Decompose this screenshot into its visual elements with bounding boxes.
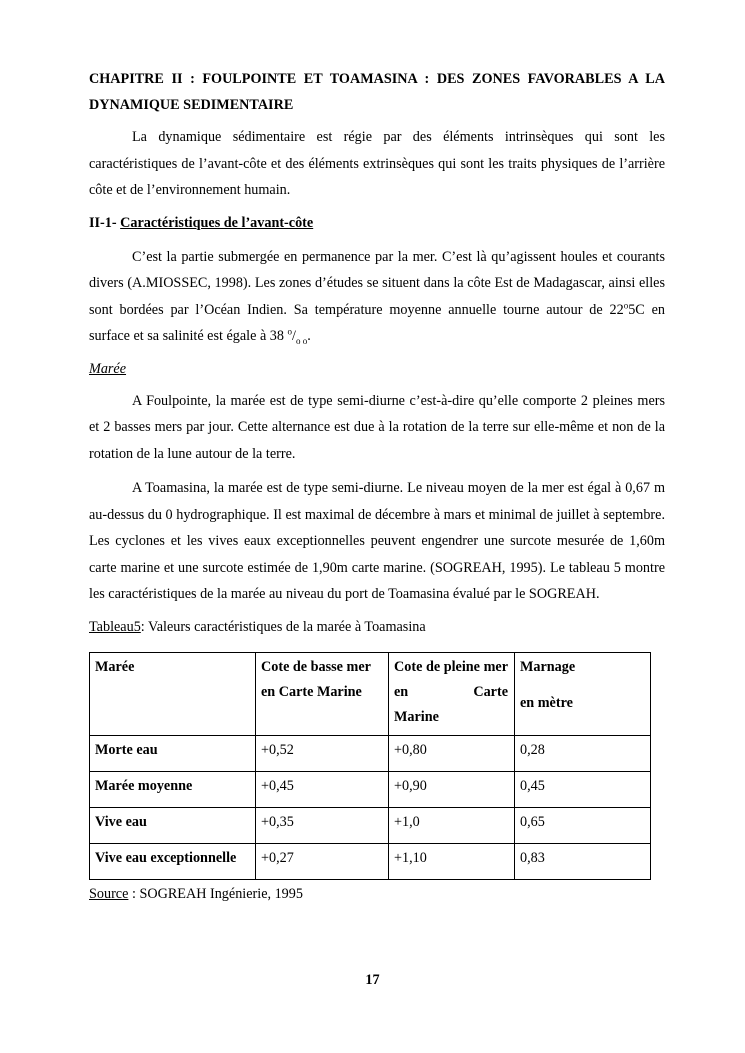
maree-heading: Marée bbox=[89, 360, 127, 377]
section-title: Caractéristiques de l’avant-côte bbox=[120, 214, 314, 231]
cell-pleine: +1,0 bbox=[389, 807, 515, 843]
cell-marnage: 0,83 bbox=[515, 843, 651, 879]
table-caption-text: : Valeurs caractéristiques de la marée à Toamasina bbox=[140, 618, 426, 635]
degree-sup: o bbox=[623, 299, 629, 310]
row-label: Vive eau exceptionnelle bbox=[90, 843, 256, 879]
header-cote-pleine-text: Cote de pleine mer en Carte bbox=[394, 658, 508, 700]
permil-sub: o o bbox=[296, 335, 308, 346]
header-marnage bbox=[515, 652, 651, 735]
tide-table bbox=[89, 652, 651, 880]
table-row bbox=[90, 843, 651, 879]
table-row bbox=[90, 807, 651, 843]
permil-slash: / bbox=[292, 328, 296, 344]
cell-basse: +0,52 bbox=[256, 735, 389, 771]
row-label: Marée moyenne bbox=[90, 771, 256, 807]
header-marnage-text: Marnage bbox=[520, 658, 576, 675]
header-maree: Marée bbox=[90, 652, 256, 735]
source-label: Source bbox=[89, 885, 129, 902]
temperature-rest: 5C en surface et sa salinité est égale à 38 bbox=[89, 301, 665, 344]
permil-sup: o bbox=[287, 326, 293, 337]
cell-marnage: 0,65 bbox=[515, 807, 651, 843]
cell-pleine: +0,80 bbox=[389, 735, 515, 771]
cell-basse: +0,27 bbox=[256, 843, 389, 879]
table-caption-label: Tableau5 bbox=[89, 618, 141, 635]
intro-paragraph: La dynamique sédimentaire est régie par des éléments intrinsèques qui sont les caractéristiques de l’avant-côte et des éléments extrinsèques qui sont les traits physiques de l’arrière côte et de l’environnement humain. bbox=[89, 129, 665, 198]
chapter-title: CHAPITRE II : FOULPOINTE ET TOAMASINA : DES ZONES FAVORABLES A LA DYNAMIQUE SEDIMENTAIRE bbox=[89, 71, 665, 113]
avant-cote-text: C’est la partie submergée en permanence par la mer. C’est là qu’agissent houles et courants divers (A.MIOSSEC, 1998). Les zones d’études se situent dans la côte Est de Madagascar, ainsi elles sont bordées par l’Océan Indien. Sa température moyenne annuelle tourne autour de 22 bbox=[89, 248, 665, 318]
header-cote-basse: Cote de basse mer en Carte Marine bbox=[256, 652, 389, 735]
cell-pleine: +1,10 bbox=[389, 843, 515, 879]
cell-basse: +0,45 bbox=[256, 771, 389, 807]
cell-pleine: +0,90 bbox=[389, 771, 515, 807]
table-header-row bbox=[90, 652, 651, 735]
toamasina-paragraph: A Toamasina, la marée est de type semi-diurne. Le niveau moyen de la mer est égal à 0,67 m au-dessus du 0 hydrographique. Il est maximal de décembre à mars et minimal de juillet à septembre. Les cyclones et les vives eaux exceptionnelles peuvent engendrer une surcote mesurée de 1,60m carte marine et une surcote estimée de 1,90m carte marine. (SOGREAH, 1995). Le tableau 5 montre les caractéristiques de la marée au niveau du port de Toamasina évalué par le SOGREAH. bbox=[89, 480, 665, 602]
header-marnage-unit: en mètre bbox=[520, 694, 573, 711]
sentence-end: . bbox=[307, 328, 311, 344]
table-row bbox=[90, 771, 651, 807]
cell-marnage: 0,28 bbox=[515, 735, 651, 771]
source-text: : SOGREAH Ingénierie, 1995 bbox=[128, 885, 303, 902]
row-label: Morte eau bbox=[90, 735, 256, 771]
table-caption bbox=[89, 616, 665, 638]
document-page bbox=[89, 66, 665, 905]
foulpointe-paragraph: A Foulpointe, la marée est de type semi-diurne c’est-à-dire qu’elle comporte 2 pleines mers et 2 basses mers par jour. Cette alternance est due à la rotation de la terre sur elle-même et non de la rotation de la lune autour de la terre. bbox=[89, 392, 665, 462]
section-heading bbox=[89, 212, 665, 234]
page-number: 17 bbox=[365, 972, 380, 988]
header-cote-pleine bbox=[389, 652, 515, 735]
row-label: Vive eau bbox=[90, 807, 256, 843]
header-cote-pleine-last: Marine bbox=[394, 708, 439, 725]
section-number: II-1- bbox=[89, 214, 121, 231]
cell-basse: +0,35 bbox=[256, 807, 389, 843]
cell-marnage: 0,45 bbox=[515, 771, 651, 807]
avant-cote-paragraph bbox=[89, 244, 665, 350]
table-row bbox=[90, 735, 651, 771]
table-source bbox=[89, 883, 665, 905]
